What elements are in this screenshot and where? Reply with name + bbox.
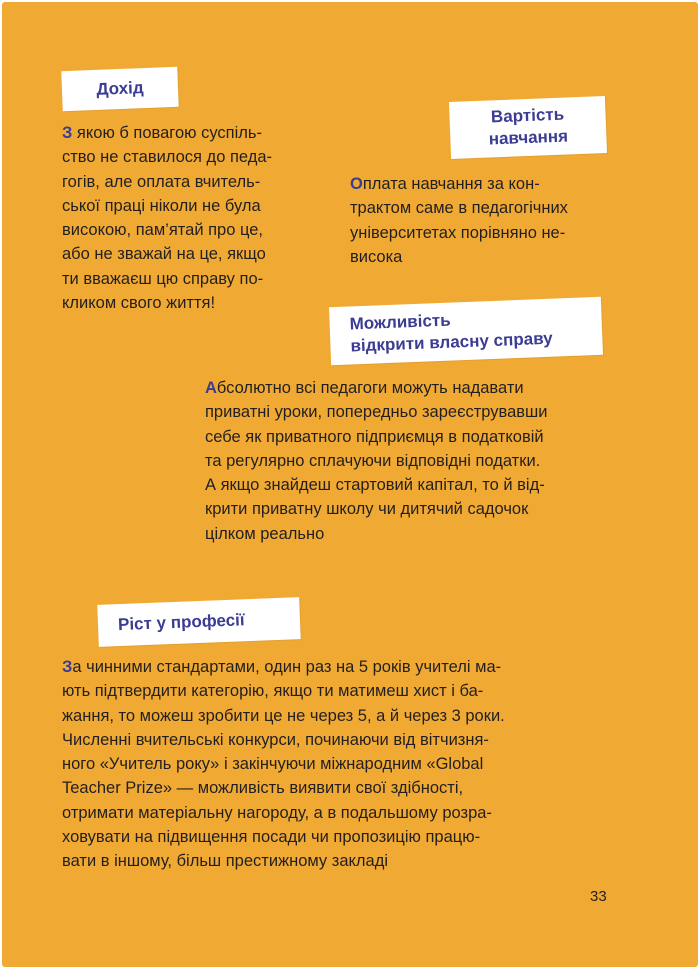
heading-tuition-line2: навчання [488,126,569,149]
tuition-body: плата навчання за кон- трактом саме в педагогічних університетах порівняно не- висока [350,175,568,266]
income-initial: З [62,124,73,142]
tuition-initial: О [350,175,363,193]
business-initial: А [205,379,217,397]
income-body: якою б повагою суспіль- ство не ставилося до педа- гогів, але оплата вчитель- ської праці ніколи не була високою, пам’ятай про це, або не зважай на це, якщо ти вважаєш цю справу по- кликом свого життя! [62,124,272,313]
heading-growth-text: Ріст у професії [117,610,245,635]
growth-body: а чинними стандартами, один раз на 5 років учителі ма- ють підтвердити категорію, якщо ти матимеш хист і ба- жання, то можеш зробити це не через 5, а й через 3 роки. Численні вчительські конкурси, починаючи від вітчизня- ного «Учитель року» і закінчуючи міжнародним «Global Teacher Prize» — можливість виявити свої здібності, отримати матеріальну нагороду, а в подальшому розра- ховувати на підвищення посади чи пропозицію працю- вати в іншому, більш престижному закладі [62,658,505,871]
heading-income [61,67,178,111]
page-number: 33 [590,888,607,905]
book-page [2,2,698,967]
heading-growth [97,597,300,647]
heading-business [329,297,603,365]
tuition-paragraph [350,172,612,269]
growth-initial: З [62,658,73,676]
heading-business-line2: відкрити власну справу [350,328,553,356]
heading-business-line1: Можливість [349,310,451,334]
business-body: бсолютно всі педагоги можуть надавати приватні уроки, попередньо зареєструвавши себе як приватного підприємця в податковій та регулярно сплачуючи відповідні податки. А якщо знайдеш стартовий капітал, то й від- крити приватну школу чи дитячий садочок цілком реально [205,379,548,543]
income-paragraph [62,121,308,315]
heading-tuition-line1: Вартість [490,104,565,127]
business-paragraph [205,376,611,546]
growth-paragraph [62,655,613,874]
heading-income-text: Дохід [96,78,144,99]
heading-tuition [449,96,607,159]
